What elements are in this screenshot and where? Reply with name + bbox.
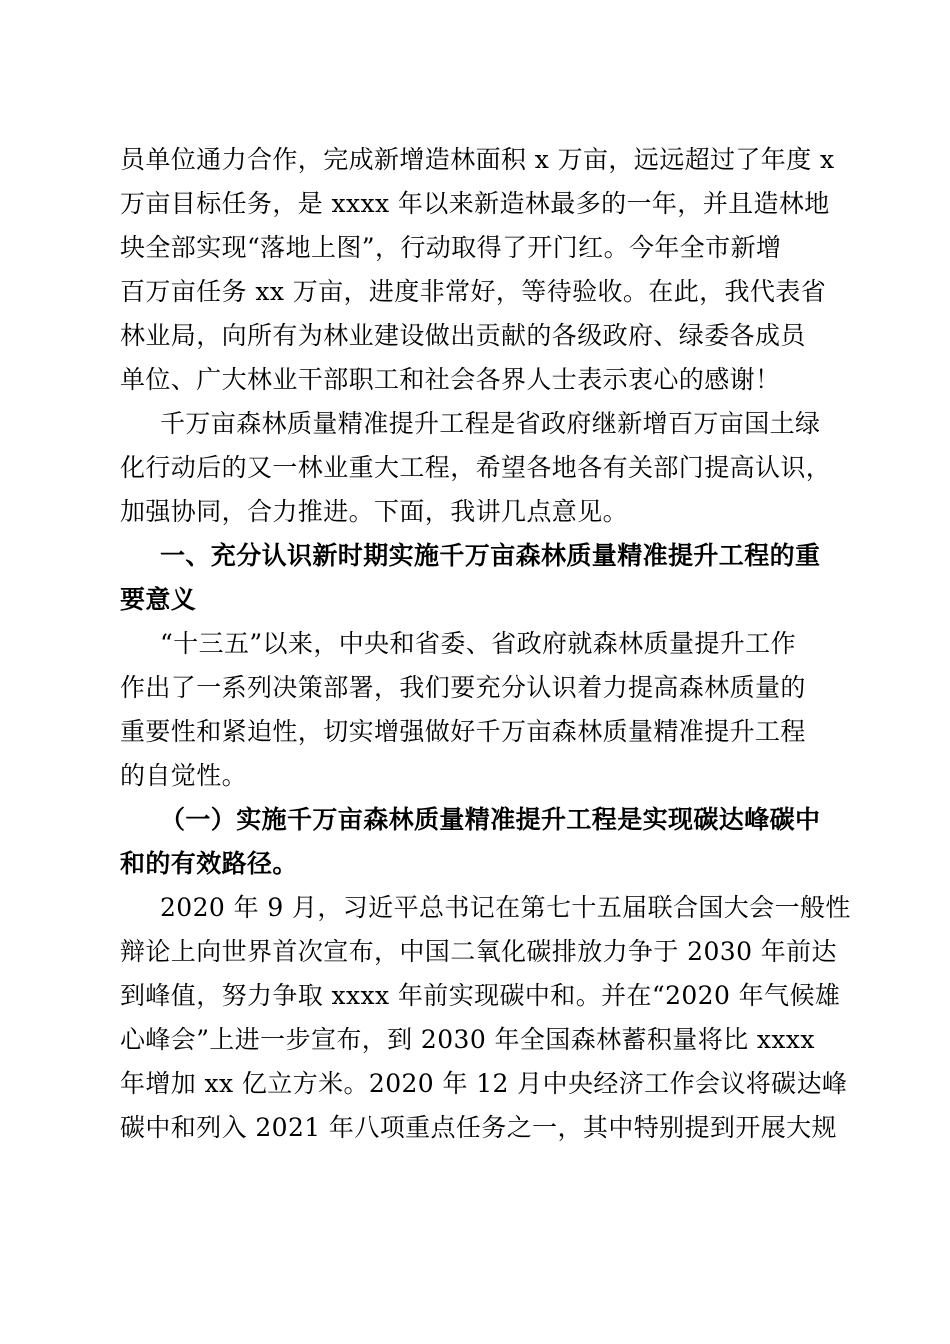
- text-line: 重要性和紧迫性，切实增强做好千万亩森林质量精准提升工程: [120, 717, 806, 746]
- paragraph-project-overview: [120, 402, 830, 534]
- text-line: 百万亩任务 xx 万亩，进度非常好，等待验收。在此，我代表省: [120, 277, 827, 306]
- text-line: 千万亩森林质量精准提升工程是省政府继新增百万亩国土绿: [160, 409, 821, 438]
- paragraph-thirteenth-five-year: [120, 622, 830, 798]
- text-line: 到峰值，努力争取 xxxx 年前实现碳中和。并在“2020 年气候雄: [120, 981, 841, 1010]
- document-body: [120, 138, 851, 1150]
- text-line: 心峰会”上进一步宣布，到 2030 年全国森林蓄积量将比 xxxx: [120, 1025, 815, 1054]
- text-line: 辩论上向世界首次宣布，中国二氧化碳排放力争于 2030 年前达: [120, 937, 837, 966]
- paragraph-intro-continued: [120, 138, 835, 402]
- section-heading-1: [120, 534, 830, 622]
- heading-line: 要意义: [120, 585, 197, 614]
- text-line: 化行动后的又一林业重大工程，希望各地各有关部门提高认识，: [120, 453, 832, 482]
- text-line: 年增加 xx 亿立方米。2020 年 12 月中央经济工作会议将碳达峰: [120, 1069, 848, 1098]
- subheading-line: 和的有效路径。: [120, 849, 298, 878]
- text-line: 作出了一系列决策部署，我们要充分认识着力提高森林质量的: [120, 673, 806, 702]
- text-line: “十三五”以来，中央和省委、省政府就森林质量提升工作: [160, 629, 796, 658]
- subsection-heading-1: [120, 798, 830, 886]
- text-line: 块全部实现“落地上图”，行动取得了开门红。今年全市新增: [120, 233, 782, 262]
- text-line: 林业局，向所有为林业建设做出贡献的各级政府、绿委各成员: [120, 321, 806, 350]
- text-line: 单位、广大林业干部职工和社会各界人士表示衷心的感谢！: [120, 365, 781, 394]
- text-line: 2020 年 9 月，习近平总书记在第七十五届联合国大会一般性: [160, 893, 851, 922]
- text-line: 员单位通力合作，完成新增造林面积 x 万亩，远远超过了年度 x: [120, 145, 835, 174]
- heading-line: 一、充分认识新时期实施千万亩森林质量精准提升工程的重: [160, 541, 821, 570]
- text-line: 加强协同，合力推进。下面，我讲几点意见。: [120, 497, 629, 526]
- paragraph-carbon-neutrality: [120, 886, 851, 1150]
- subheading-line: （一）实施千万亩森林质量精准提升工程是实现碳达峰碳中: [160, 805, 821, 834]
- text-line: 的自觉性。: [120, 761, 248, 790]
- text-line: 碳中和列入 2021 年八项重点任务之一，其中特别提到开展大规: [120, 1113, 837, 1142]
- text-line: 万亩目标任务，是 xxxx 年以来新造林最多的一年，并且造林地: [120, 189, 830, 218]
